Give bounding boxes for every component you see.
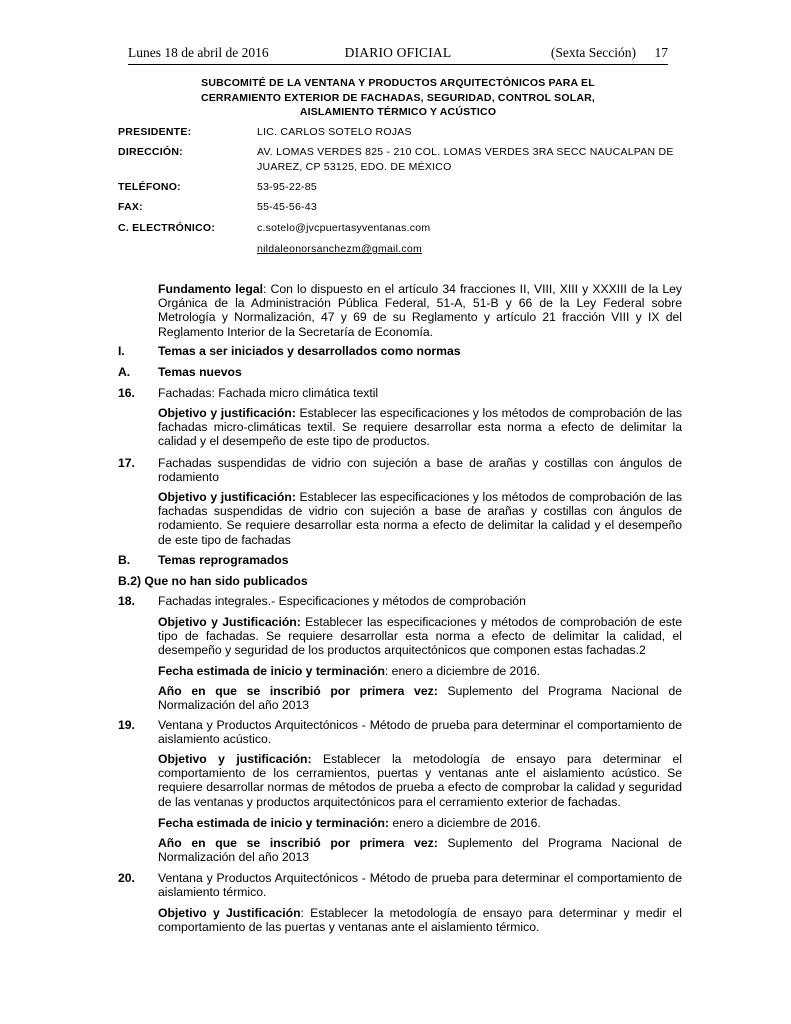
fundamento-body: : Con lo dispuesto en el artículo 34 fracciones II, VIII, XIII y XXXIII de la Ley Orgánica de la Administración Pública Federal, 51-A, 51-B y 66 de la Ley Federal sobre Metrología y Normalización, 47 y 69 de su Reglamento y artículo 21 fracción VIII y IX del Reglamento Interior de la Secretaría de Economía. (158, 282, 683, 339)
fundamento-label: Fundamento legal (158, 282, 264, 296)
fecha-label: Fecha estimada de inicio y terminación (158, 664, 385, 678)
fundamento-text (158, 282, 682, 339)
item-title: Fachadas integrales.- Especificaciones y métodos de comprobación (158, 594, 526, 608)
header-date: Lunes 18 de abril de 2016 (128, 45, 269, 60)
fecha-text: : enero a diciembre de 2016. (384, 664, 541, 678)
telefono-label: TELÉFONO: (118, 181, 181, 193)
section-title: Temas nuevos (158, 365, 242, 379)
anio-label: Año en que se inscribió por primera vez: (158, 836, 438, 850)
running-header (128, 44, 668, 65)
email-values (257, 221, 697, 257)
email-link[interactable]: c.sotelo@jvcpuertasyventanas.com (257, 222, 431, 234)
objetivo-paragraph (158, 752, 682, 809)
fecha-text: enero a diciembre de 2016. (388, 816, 541, 830)
fecha-paragraph (158, 664, 682, 678)
telefono-value: 53-95-22-85 (257, 181, 317, 193)
item-title: Fachadas suspendidas de vidrio con sujeción a base de arañas y costillas con ángulos de rodamiento (158, 456, 682, 485)
item-title: Fachadas: Fachada micro climática textil (158, 386, 379, 400)
anio-paragraph (158, 836, 682, 864)
fax-value: 55-45-56-43 (257, 201, 317, 213)
header-section: (Sexta Sección) (550, 45, 636, 60)
item-title: Ventana y Productos Arquitectónicos - Método de prueba para determinar el comportamiento de aislamiento acústico. (158, 718, 682, 747)
section-title: Temas reprogramados (158, 553, 289, 567)
anio-label: Año en que se inscribió por primera vez: (158, 684, 438, 698)
committee-title-line: AISLAMIENTO TÉRMICO Y ACÚSTICO (299, 106, 497, 118)
item-number: 17. (118, 456, 135, 470)
objetivo-paragraph (158, 615, 682, 658)
item-number: 20. (118, 871, 135, 885)
objetivo-text: Establecer las especificaciones y los métodos de comprobación de las fachadas micro-climáticas textil. Se requiere desarrollar esta norma a efecto de delimitar la calidad y el desempeño de este tipo de productos. (158, 406, 682, 449)
section-number: A. (118, 365, 131, 379)
committee-title-line: SUBCOMITÉ DE LA VENTANA Y PRODUCTOS ARQUITECTÓNICOS PARA EL (201, 77, 595, 89)
fecha-label: Fecha estimada de inicio y terminación: (158, 816, 389, 830)
objetivo-paragraph (158, 906, 682, 934)
objetivo-text: Establecer las especificaciones y los métodos de comprobación de las fachadas suspendidas de vidrio con sujeción a base de arañas y costillas con ángulos de rodamiento. Se requiere desarrollar esta norma a efecto de delimitar la calidad y el desempeño de este tipo de fachadas (158, 490, 682, 547)
header-title: DIARIO OFICIAL (344, 45, 452, 60)
objetivo-label: Objetivo y Justificación (158, 906, 301, 920)
presidente-label: PRESIDENTE: (118, 126, 192, 138)
section-title: Temas a ser iniciados y desarrollados como normas (158, 344, 461, 358)
direccion-line: JUAREZ, CP 53125, EDO. DE MÉXICO (257, 161, 452, 173)
anio-paragraph (158, 684, 682, 712)
section-number: B. (118, 553, 131, 567)
email-link[interactable]: nildaleonorsanchezm@gmail.com (257, 243, 422, 255)
objetivo-text: : Establecer la metodología de ensayo para determinar y medir el comportamiento de las puertas y ventanas ante el aislamiento térmico. (158, 906, 682, 935)
header-page-number: 17 (654, 45, 668, 60)
item-number: 16. (118, 386, 135, 400)
objetivo-paragraph (158, 490, 682, 547)
objetivo-paragraph (158, 406, 682, 449)
direccion-line: AV. LOMAS VERDES 825 - 210 COL. LOMAS VERDES 3RA SECC NAUCALPAN DE (257, 146, 674, 158)
objetivo-text: Establecer las especificaciones y métodos de comprobación de este tipo de fachadas. Se requiere desarrollar esta norma a efecto de delimitar la calidad, el desempeño y seguridad de los productos arquitectónicos que componen estas fachadas.2 (158, 615, 682, 658)
fecha-paragraph (158, 816, 682, 830)
committee-title (128, 76, 668, 120)
objetivo-label: Objetivo y justificación: (158, 752, 312, 766)
objetivo-text: Establecer la metodología de ensayo para determinar el comportamiento de los cerramientos, puertas y ventanas ante el aislamiento acústico. Se requiere desarrollar normas de métodos de prueba a efecto de comprobar la calidad y seguridad de las ventanas y productos arquitectónicos para el cerramiento exterior de fachadas. (158, 752, 682, 809)
section-number: I. (118, 344, 125, 358)
direccion-label: DIRECCIÓN: (118, 146, 183, 158)
item-title: Ventana y Productos Arquitectónicos - Método de prueba para determinar el comportamiento de aislamiento térmico. (158, 871, 682, 900)
email-label: C. ELECTRÓNICO: (118, 222, 216, 234)
direccion-value (257, 145, 697, 175)
objetivo-label: Objetivo y justificación: (158, 490, 296, 504)
anio-text: Suplemento del Programa Nacional de Normalización del año 2013 (158, 684, 682, 713)
anio-text: Suplemento del Programa Nacional de Normalización del año 2013 (158, 836, 682, 865)
objetivo-label: Objetivo y justificación: (158, 406, 296, 420)
presidente-value: LIC. CARLOS SOTELO ROJAS (257, 126, 412, 138)
committee-title-line: CERRAMIENTO EXTERIOR DE FACHADAS, SEGURIDAD, CONTROL SOLAR, (200, 91, 596, 104)
item-number: 19. (118, 718, 135, 732)
subsection-title: B.2) Que no han sido publicados (118, 574, 308, 588)
objetivo-label: Objetivo y Justificación: (158, 615, 301, 629)
fax-label: FAX: (118, 201, 143, 213)
item-number: 18. (118, 594, 135, 608)
